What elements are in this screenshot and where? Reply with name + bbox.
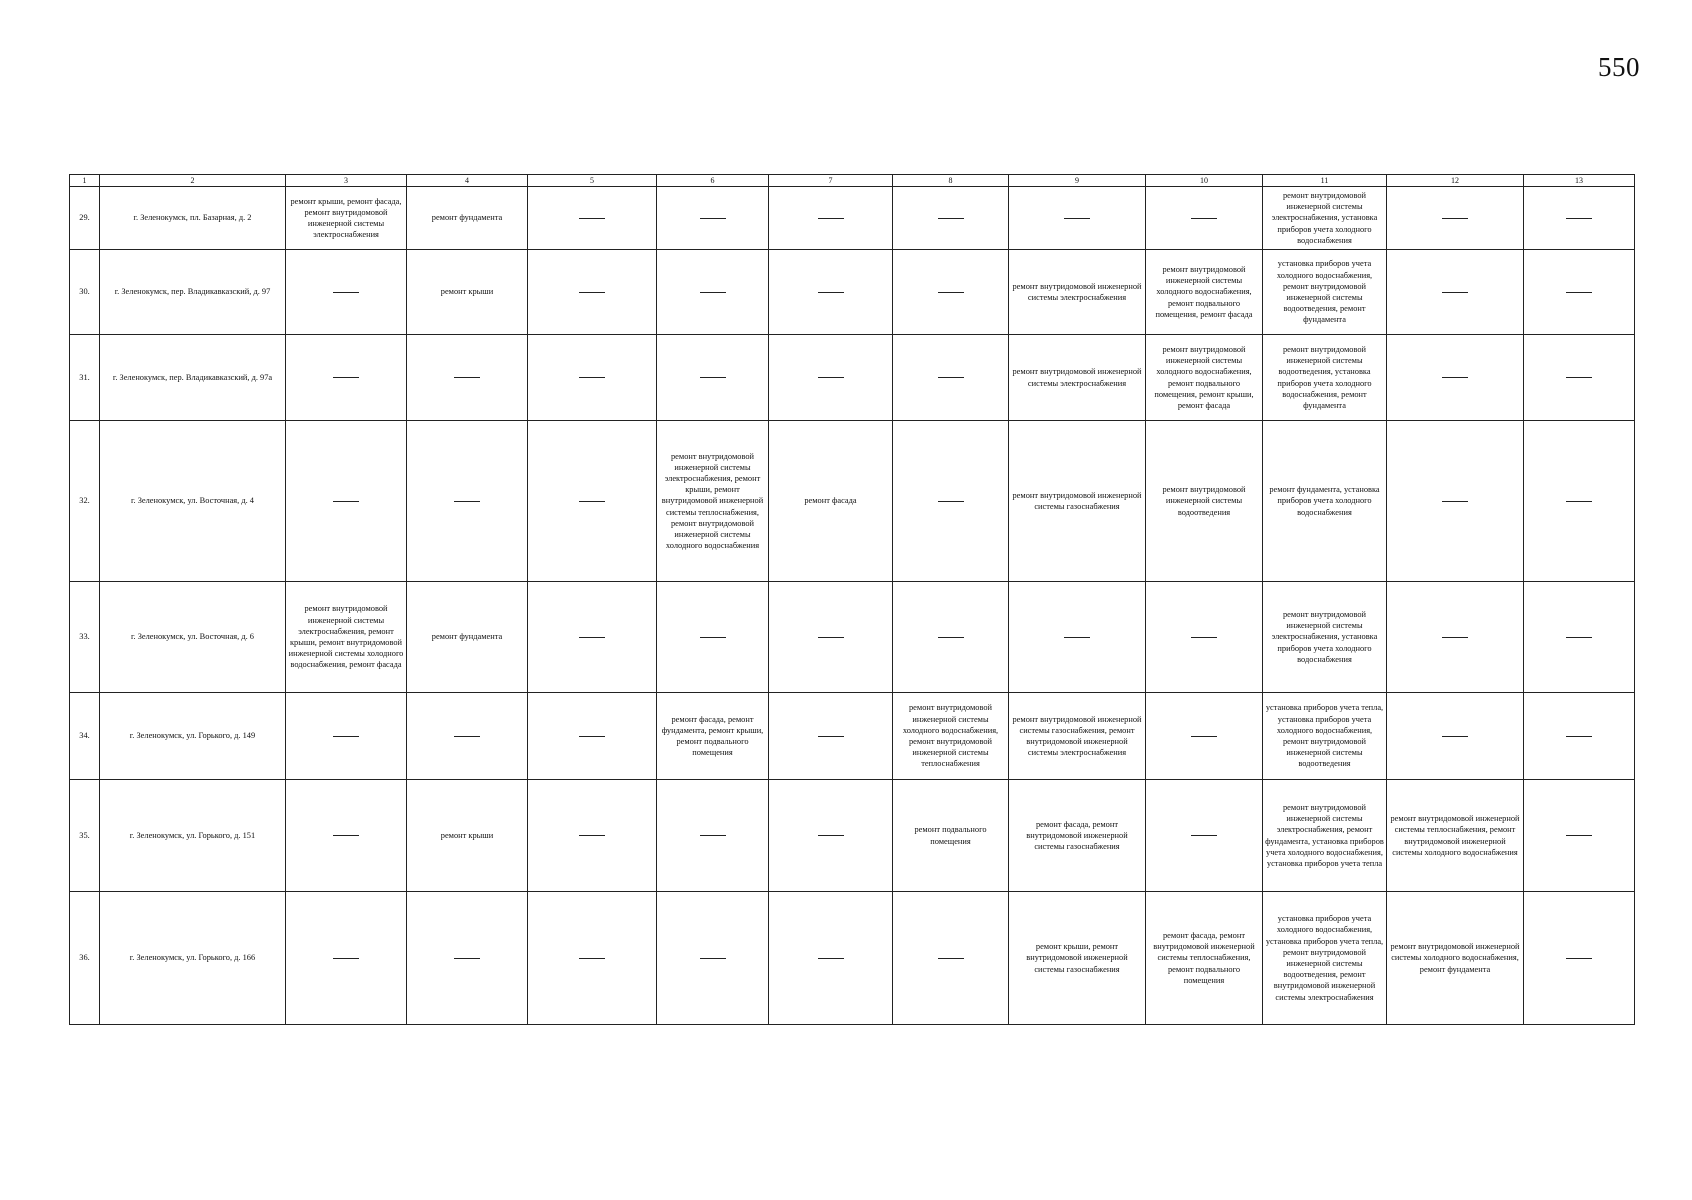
dash-mark — [700, 218, 726, 219]
empty-cell — [407, 892, 528, 1025]
empty-cell — [1524, 187, 1635, 250]
table-row — [70, 780, 1635, 892]
empty-cell — [769, 780, 893, 892]
row-number: 35. — [70, 780, 100, 892]
column-header: 1 — [70, 175, 100, 187]
work-cell: ремонт внутридомовой инженерной системы электроснабжения — [1009, 335, 1146, 421]
dash-mark — [700, 958, 726, 959]
dash-mark — [1191, 835, 1217, 836]
empty-cell — [1009, 582, 1146, 693]
empty-cell — [769, 335, 893, 421]
dash-mark — [454, 736, 480, 737]
empty-cell — [528, 187, 657, 250]
empty-cell — [893, 187, 1009, 250]
empty-cell — [1524, 693, 1635, 780]
address-cell: г. Зеленокумск, пер. Владикавказский, д. 97а — [100, 335, 286, 421]
work-cell: ремонт внутридомовой инженерной системы холодного водоснабжения, ремонт внутридомовой инженерной системы теплоснабжения — [893, 693, 1009, 780]
dash-mark — [1566, 958, 1592, 959]
dash-mark — [333, 958, 359, 959]
address-cell: г. Зеленокумск, пл. Базарная, д. 2 — [100, 187, 286, 250]
empty-cell — [407, 421, 528, 582]
empty-cell — [1387, 582, 1524, 693]
work-cell: установка приборов учета тепла, установка приборов учета холодного водоснабжения, ремонт внутридомовой инженерной системы водоотведения — [1263, 693, 1387, 780]
column-header: 9 — [1009, 175, 1146, 187]
work-cell: ремонт крыши — [407, 250, 528, 335]
dash-mark — [700, 377, 726, 378]
dash-mark — [1566, 292, 1592, 293]
work-cell: ремонт внутридомовой инженерной системы электроснабжения, ремонт крыши, ремонт внутридомовой инженерной системы холодного водоснабжения, ремонт фасада — [286, 582, 407, 693]
work-cell: ремонт внутридомовой инженерной системы электроснабжения, установка приборов учета холодного водоснабжения — [1263, 187, 1387, 250]
empty-cell — [528, 693, 657, 780]
dash-mark — [579, 958, 605, 959]
page-number: 550 — [1598, 52, 1640, 82]
dash-mark — [818, 637, 844, 638]
table-row — [70, 582, 1635, 693]
column-header: 10 — [1146, 175, 1263, 187]
empty-cell — [657, 892, 769, 1025]
dash-mark — [1442, 637, 1468, 638]
column-header: 5 — [528, 175, 657, 187]
work-cell: ремонт внутридомовой инженерной системы водоотведения, установка приборов учета холодного водоснабжения, ремонт фундамента — [1263, 335, 1387, 421]
work-cell: ремонт фасада, ремонт внутридомовой инженерной системы газоснабжения — [1009, 780, 1146, 892]
column-header: 2 — [100, 175, 286, 187]
work-cell: ремонт внутридомовой инженерной системы холодного водоснабжения, ремонт фундамента — [1387, 892, 1524, 1025]
empty-cell — [528, 582, 657, 693]
dash-mark — [1442, 218, 1468, 219]
work-cell: ремонт крыши, ремонт фасада, ремонт внутридомовой инженерной системы электроснабжения — [286, 187, 407, 250]
empty-cell — [286, 780, 407, 892]
row-number: 30. — [70, 250, 100, 335]
dash-mark — [1566, 218, 1592, 219]
empty-cell — [1146, 693, 1263, 780]
empty-cell — [1146, 582, 1263, 693]
work-cell: ремонт внутридомовой инженерной системы теплоснабжения, ремонт внутридомовой инженерной системы холодного водоснабжения — [1387, 780, 1524, 892]
work-cell: ремонт внутридомовой инженерной системы газоснабжения, ремонт внутридомовой инженерной системы электроснабжения — [1009, 693, 1146, 780]
dash-mark — [938, 218, 964, 219]
empty-cell — [893, 335, 1009, 421]
dash-mark — [1064, 218, 1090, 219]
empty-cell — [893, 582, 1009, 693]
empty-cell — [893, 892, 1009, 1025]
dash-mark — [1566, 637, 1592, 638]
work-cell: ремонт фасада, ремонт внутридомовой инженерной системы теплоснабжения, ремонт подвального помещения — [1146, 892, 1263, 1025]
dash-mark — [700, 637, 726, 638]
work-cell: ремонт фундамента — [407, 582, 528, 693]
empty-cell — [1387, 187, 1524, 250]
empty-cell — [528, 780, 657, 892]
empty-cell — [657, 780, 769, 892]
column-header: 13 — [1524, 175, 1635, 187]
column-header: 11 — [1263, 175, 1387, 187]
dash-mark — [333, 292, 359, 293]
column-header: 4 — [407, 175, 528, 187]
dash-mark — [938, 501, 964, 502]
dash-mark — [938, 958, 964, 959]
dash-mark — [454, 958, 480, 959]
empty-cell — [528, 335, 657, 421]
column-header: 6 — [657, 175, 769, 187]
row-number: 29. — [70, 187, 100, 250]
row-number: 33. — [70, 582, 100, 693]
dash-mark — [938, 637, 964, 638]
work-cell: ремонт крыши — [407, 780, 528, 892]
work-cell: ремонт внутридомовой инженерной системы водоотведения — [1146, 421, 1263, 582]
dash-mark — [818, 218, 844, 219]
empty-cell — [657, 187, 769, 250]
dash-mark — [454, 501, 480, 502]
address-cell: г. Зеленокумск, ул. Восточная, д. 6 — [100, 582, 286, 693]
dash-mark — [1566, 501, 1592, 502]
dash-mark — [1442, 292, 1468, 293]
empty-cell — [407, 335, 528, 421]
empty-cell — [769, 693, 893, 780]
row-number: 34. — [70, 693, 100, 780]
dash-mark — [938, 377, 964, 378]
dash-mark — [1191, 736, 1217, 737]
empty-cell — [1009, 187, 1146, 250]
empty-cell — [1524, 780, 1635, 892]
row-number: 31. — [70, 335, 100, 421]
work-cell: установка приборов учета холодного водоснабжения, установка приборов учета тепла, ремонт внутридомовой инженерной системы водоотведения, ремонт внутридомовой инженерной системы электроснабжения — [1263, 892, 1387, 1025]
empty-cell — [657, 250, 769, 335]
empty-cell — [286, 421, 407, 582]
work-cell: ремонт внутридомовой инженерной системы холодного водоснабжения, ремонт подвального помещения, ремонт крыши, ремонт фасада — [1146, 335, 1263, 421]
empty-cell — [769, 250, 893, 335]
empty-cell — [1524, 250, 1635, 335]
work-cell: ремонт внутридомовой инженерной системы газоснабжения — [1009, 421, 1146, 582]
dash-mark — [1442, 736, 1468, 737]
repair-schedule-table — [69, 174, 1635, 1025]
table-row — [70, 693, 1635, 780]
dash-mark — [818, 292, 844, 293]
work-cell: ремонт внутридомовой инженерной системы холодного водоснабжения, ремонт подвального помещения, ремонт фасада — [1146, 250, 1263, 335]
empty-cell — [769, 892, 893, 1025]
dash-mark — [700, 292, 726, 293]
empty-cell — [1524, 892, 1635, 1025]
row-number: 36. — [70, 892, 100, 1025]
dash-mark — [579, 736, 605, 737]
column-header: 3 — [286, 175, 407, 187]
dash-mark — [579, 292, 605, 293]
empty-cell — [286, 250, 407, 335]
column-header-row — [70, 175, 1635, 187]
empty-cell — [1524, 335, 1635, 421]
dash-mark — [938, 292, 964, 293]
empty-cell — [528, 250, 657, 335]
table-row — [70, 335, 1635, 421]
dash-mark — [333, 736, 359, 737]
row-number: 32. — [70, 421, 100, 582]
work-cell: ремонт фасада — [769, 421, 893, 582]
dash-mark — [579, 377, 605, 378]
empty-cell — [286, 693, 407, 780]
work-cell: ремонт фасада, ремонт фундамента, ремонт крыши, ремонт подвального помещения — [657, 693, 769, 780]
address-cell: г. Зеленокумск, ул. Горького, д. 166 — [100, 892, 286, 1025]
empty-cell — [1146, 187, 1263, 250]
work-cell: ремонт внутридомовой инженерной системы электроснабжения, установка приборов учета холодного водоснабжения — [1263, 582, 1387, 693]
address-cell: г. Зеленокумск, ул. Горького, д. 149 — [100, 693, 286, 780]
empty-cell — [657, 582, 769, 693]
dash-mark — [1442, 377, 1468, 378]
empty-cell — [657, 335, 769, 421]
table-row — [70, 250, 1635, 335]
empty-cell — [407, 693, 528, 780]
empty-cell — [1387, 335, 1524, 421]
table-row — [70, 421, 1635, 582]
work-cell: установка приборов учета холодного водоснабжения, ремонт внутридомовой инженерной системы водоотведения, ремонт фундамента — [1263, 250, 1387, 335]
work-cell: ремонт внутридомовой инженерной системы электроснабжения, ремонт фундамента, установка приборов учета холодного водоснабжения, установка приборов учета тепла — [1263, 780, 1387, 892]
work-cell: ремонт крыши, ремонт внутридомовой инженерной системы газоснабжения — [1009, 892, 1146, 1025]
address-cell: г. Зеленокумск, ул. Горького, д. 151 — [100, 780, 286, 892]
dash-mark — [579, 501, 605, 502]
dash-mark — [818, 958, 844, 959]
empty-cell — [769, 187, 893, 250]
dash-mark — [333, 377, 359, 378]
dash-mark — [1566, 835, 1592, 836]
dash-mark — [1191, 637, 1217, 638]
empty-cell — [893, 250, 1009, 335]
dash-mark — [579, 218, 605, 219]
work-cell: ремонт подвального помещения — [893, 780, 1009, 892]
empty-cell — [1387, 421, 1524, 582]
table-row — [70, 187, 1635, 250]
empty-cell — [1387, 693, 1524, 780]
dash-mark — [579, 835, 605, 836]
dash-mark — [579, 637, 605, 638]
table-row — [70, 892, 1635, 1025]
empty-cell — [1524, 421, 1635, 582]
empty-cell — [528, 421, 657, 582]
dash-mark — [700, 835, 726, 836]
dash-mark — [1566, 736, 1592, 737]
column-header: 8 — [893, 175, 1009, 187]
empty-cell — [1524, 582, 1635, 693]
column-header: 7 — [769, 175, 893, 187]
work-cell: ремонт фундамента, установка приборов учета холодного водоснабжения — [1263, 421, 1387, 582]
dash-mark — [818, 377, 844, 378]
work-cell: ремонт фундамента — [407, 187, 528, 250]
work-cell: ремонт внутридомовой инженерной системы электроснабжения, ремонт крыши, ремонт внутридомовой инженерной системы теплоснабжения, ремонт внутридомовой инженерной системы холодного водоснабжения — [657, 421, 769, 582]
empty-cell — [286, 892, 407, 1025]
dash-mark — [333, 835, 359, 836]
dash-mark — [1191, 218, 1217, 219]
dash-mark — [333, 501, 359, 502]
address-cell: г. Зеленокумск, пер. Владикавказский, д. 97 — [100, 250, 286, 335]
dash-mark — [1442, 501, 1468, 502]
address-cell: г. Зеленокумск, ул. Восточная, д. 4 — [100, 421, 286, 582]
work-cell: ремонт внутридомовой инженерной системы электроснабжения — [1009, 250, 1146, 335]
empty-cell — [1146, 780, 1263, 892]
empty-cell — [1387, 250, 1524, 335]
dash-mark — [454, 377, 480, 378]
dash-mark — [1566, 377, 1592, 378]
dash-mark — [1064, 637, 1090, 638]
empty-cell — [769, 582, 893, 693]
empty-cell — [893, 421, 1009, 582]
dash-mark — [818, 835, 844, 836]
empty-cell — [528, 892, 657, 1025]
empty-cell — [286, 335, 407, 421]
dash-mark — [818, 736, 844, 737]
column-header: 12 — [1387, 175, 1524, 187]
